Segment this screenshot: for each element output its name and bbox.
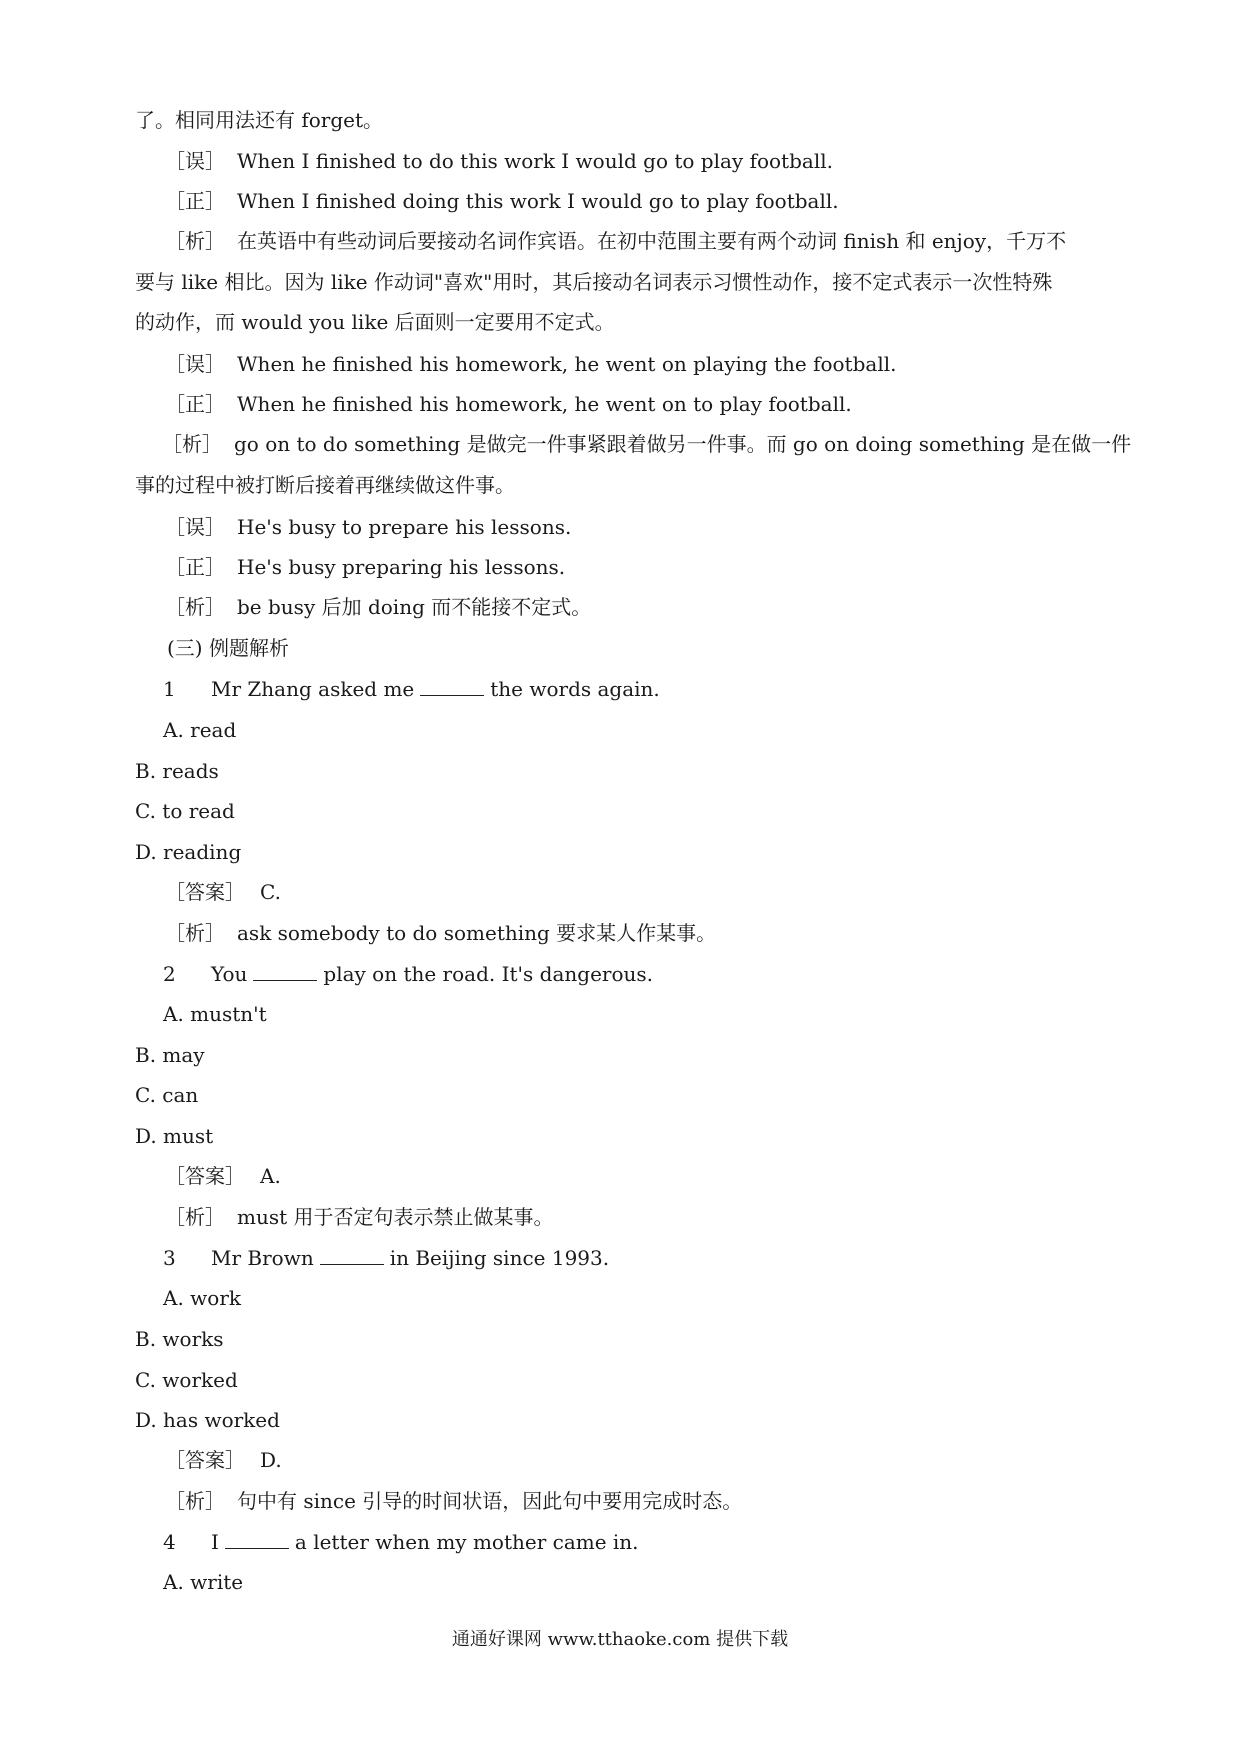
question-text: Mr Brown [211,1246,314,1270]
sentence: When he finished his homework, he went on to play football. [237,392,852,416]
question [163,954,1153,994]
sentence: must 用于否定句表示禁止做某事。 [237,1205,554,1229]
analysis-line [165,1481,1155,1521]
tag-answer: ［答案］ [165,880,245,904]
analysis-line [165,221,1125,261]
question-number: 2 [163,962,176,986]
answer-value: C. [260,880,281,904]
sentence: He's busy to prepare his lessons. [237,515,572,539]
option: A. write [163,1570,244,1594]
answer-line [165,1440,1155,1480]
tag-analysis: ［析］ [162,432,222,456]
answer-line [165,872,1155,912]
option: A. work [163,1286,241,1310]
question-text: in Beijing since 1993. [389,1246,610,1270]
option: B. may [135,1043,205,1067]
option: B. reads [135,759,219,783]
tag-correct: ［正］ [165,392,225,416]
page-footer: 通通好课网 www.tthaoke.com 提供下载 [451,1629,789,1650]
tag-answer: ［答案］ [165,1448,245,1472]
sentence: When he finished his homework, he went on playing the football. [237,352,897,376]
option: C. to read [135,799,235,823]
option: B. works [135,1327,224,1351]
tag-wrong: ［误］ [165,515,225,539]
answer-value: A. [260,1164,281,1188]
question-text: You [211,962,248,986]
sentence: When I finished doing this work I would go to play football. [237,189,839,213]
question-number: 1 [163,677,176,701]
section-heading: (三) 例题解析 [167,636,289,660]
option: D. has worked [135,1408,280,1432]
question [163,669,1153,709]
question-number: 3 [163,1246,176,1270]
tag-analysis: ［析］ [165,921,225,945]
analysis-line [165,1197,1155,1237]
correct-example [165,181,1155,221]
sentence: 句中有 since 引导的时间状语，因此句中要用完成时态。 [237,1489,743,1513]
question-number: 4 [163,1530,176,1554]
question-text: the words again. [490,677,660,701]
analysis-line [162,424,1152,464]
answer-blank [420,677,484,696]
tag-analysis: ［析］ [165,1489,225,1513]
question-text: Mr Zhang asked me [211,677,415,701]
sentence: When I finished to do this work I would go to play football. [237,149,833,173]
tag-analysis: ［析］ [165,595,225,619]
answer-blank [320,1246,384,1265]
option: D. reading [135,840,242,864]
sentence: ask somebody to do something 要求某人作某事。 [237,921,717,945]
sentence: be busy 后加 doing 而不能接不定式。 [237,595,592,619]
question [163,1238,1153,1278]
text-line: 了。相同用法还有 forget。 [135,108,384,132]
tag-wrong: ［误］ [165,149,225,173]
answer-value: D. [260,1448,282,1472]
option: C. can [135,1083,199,1107]
wrong-example [165,507,1155,547]
wrong-example [165,141,1155,181]
sentence: 在英语中有些动词后要接动名词作宾语。在初中范围主要有两个动词 finish 和 enjoy，千万不 [237,229,1067,253]
sentence: go on to do something 是做完一件事紧跟着做另一件事。而 go on doing something 是在做一件 [234,432,1132,456]
question-text: a letter when my mother came in. [294,1530,639,1554]
tag-wrong: ［误］ [165,352,225,376]
text-line: 事的过程中被打断后接着再继续做这件事。 [135,473,515,497]
tag-analysis: ［析］ [165,229,225,253]
question-text: play on the road. It's dangerous. [323,962,654,986]
analysis-line [165,587,1155,627]
tag-answer: ［答案］ [165,1164,245,1188]
option: D. must [135,1124,214,1148]
tag-analysis: ［析］ [165,1205,225,1229]
tag-correct: ［正］ [165,555,225,579]
answer-blank [253,962,317,981]
option: C. worked [135,1368,238,1392]
text-line: 的动作，而 would you like 后面则一定要用不定式。 [135,310,615,334]
answer-line [165,1156,1155,1196]
question [163,1522,1153,1562]
analysis-line [165,913,1155,953]
tag-correct: ［正］ [165,189,225,213]
correct-example [165,547,1155,587]
correct-example [165,384,1155,424]
wrong-example [165,344,1155,384]
question-text: I [211,1530,219,1554]
text-line: 要与 like 相比。因为 like 作动词"喜欢"用时，其后接动名词表示习惯性动作，接不定式表示一次性特殊 [135,270,1053,294]
option: A. read [163,718,237,742]
option: A. mustn't [163,1002,267,1026]
answer-blank [225,1530,289,1549]
sentence: He's busy preparing his lessons. [237,555,566,579]
